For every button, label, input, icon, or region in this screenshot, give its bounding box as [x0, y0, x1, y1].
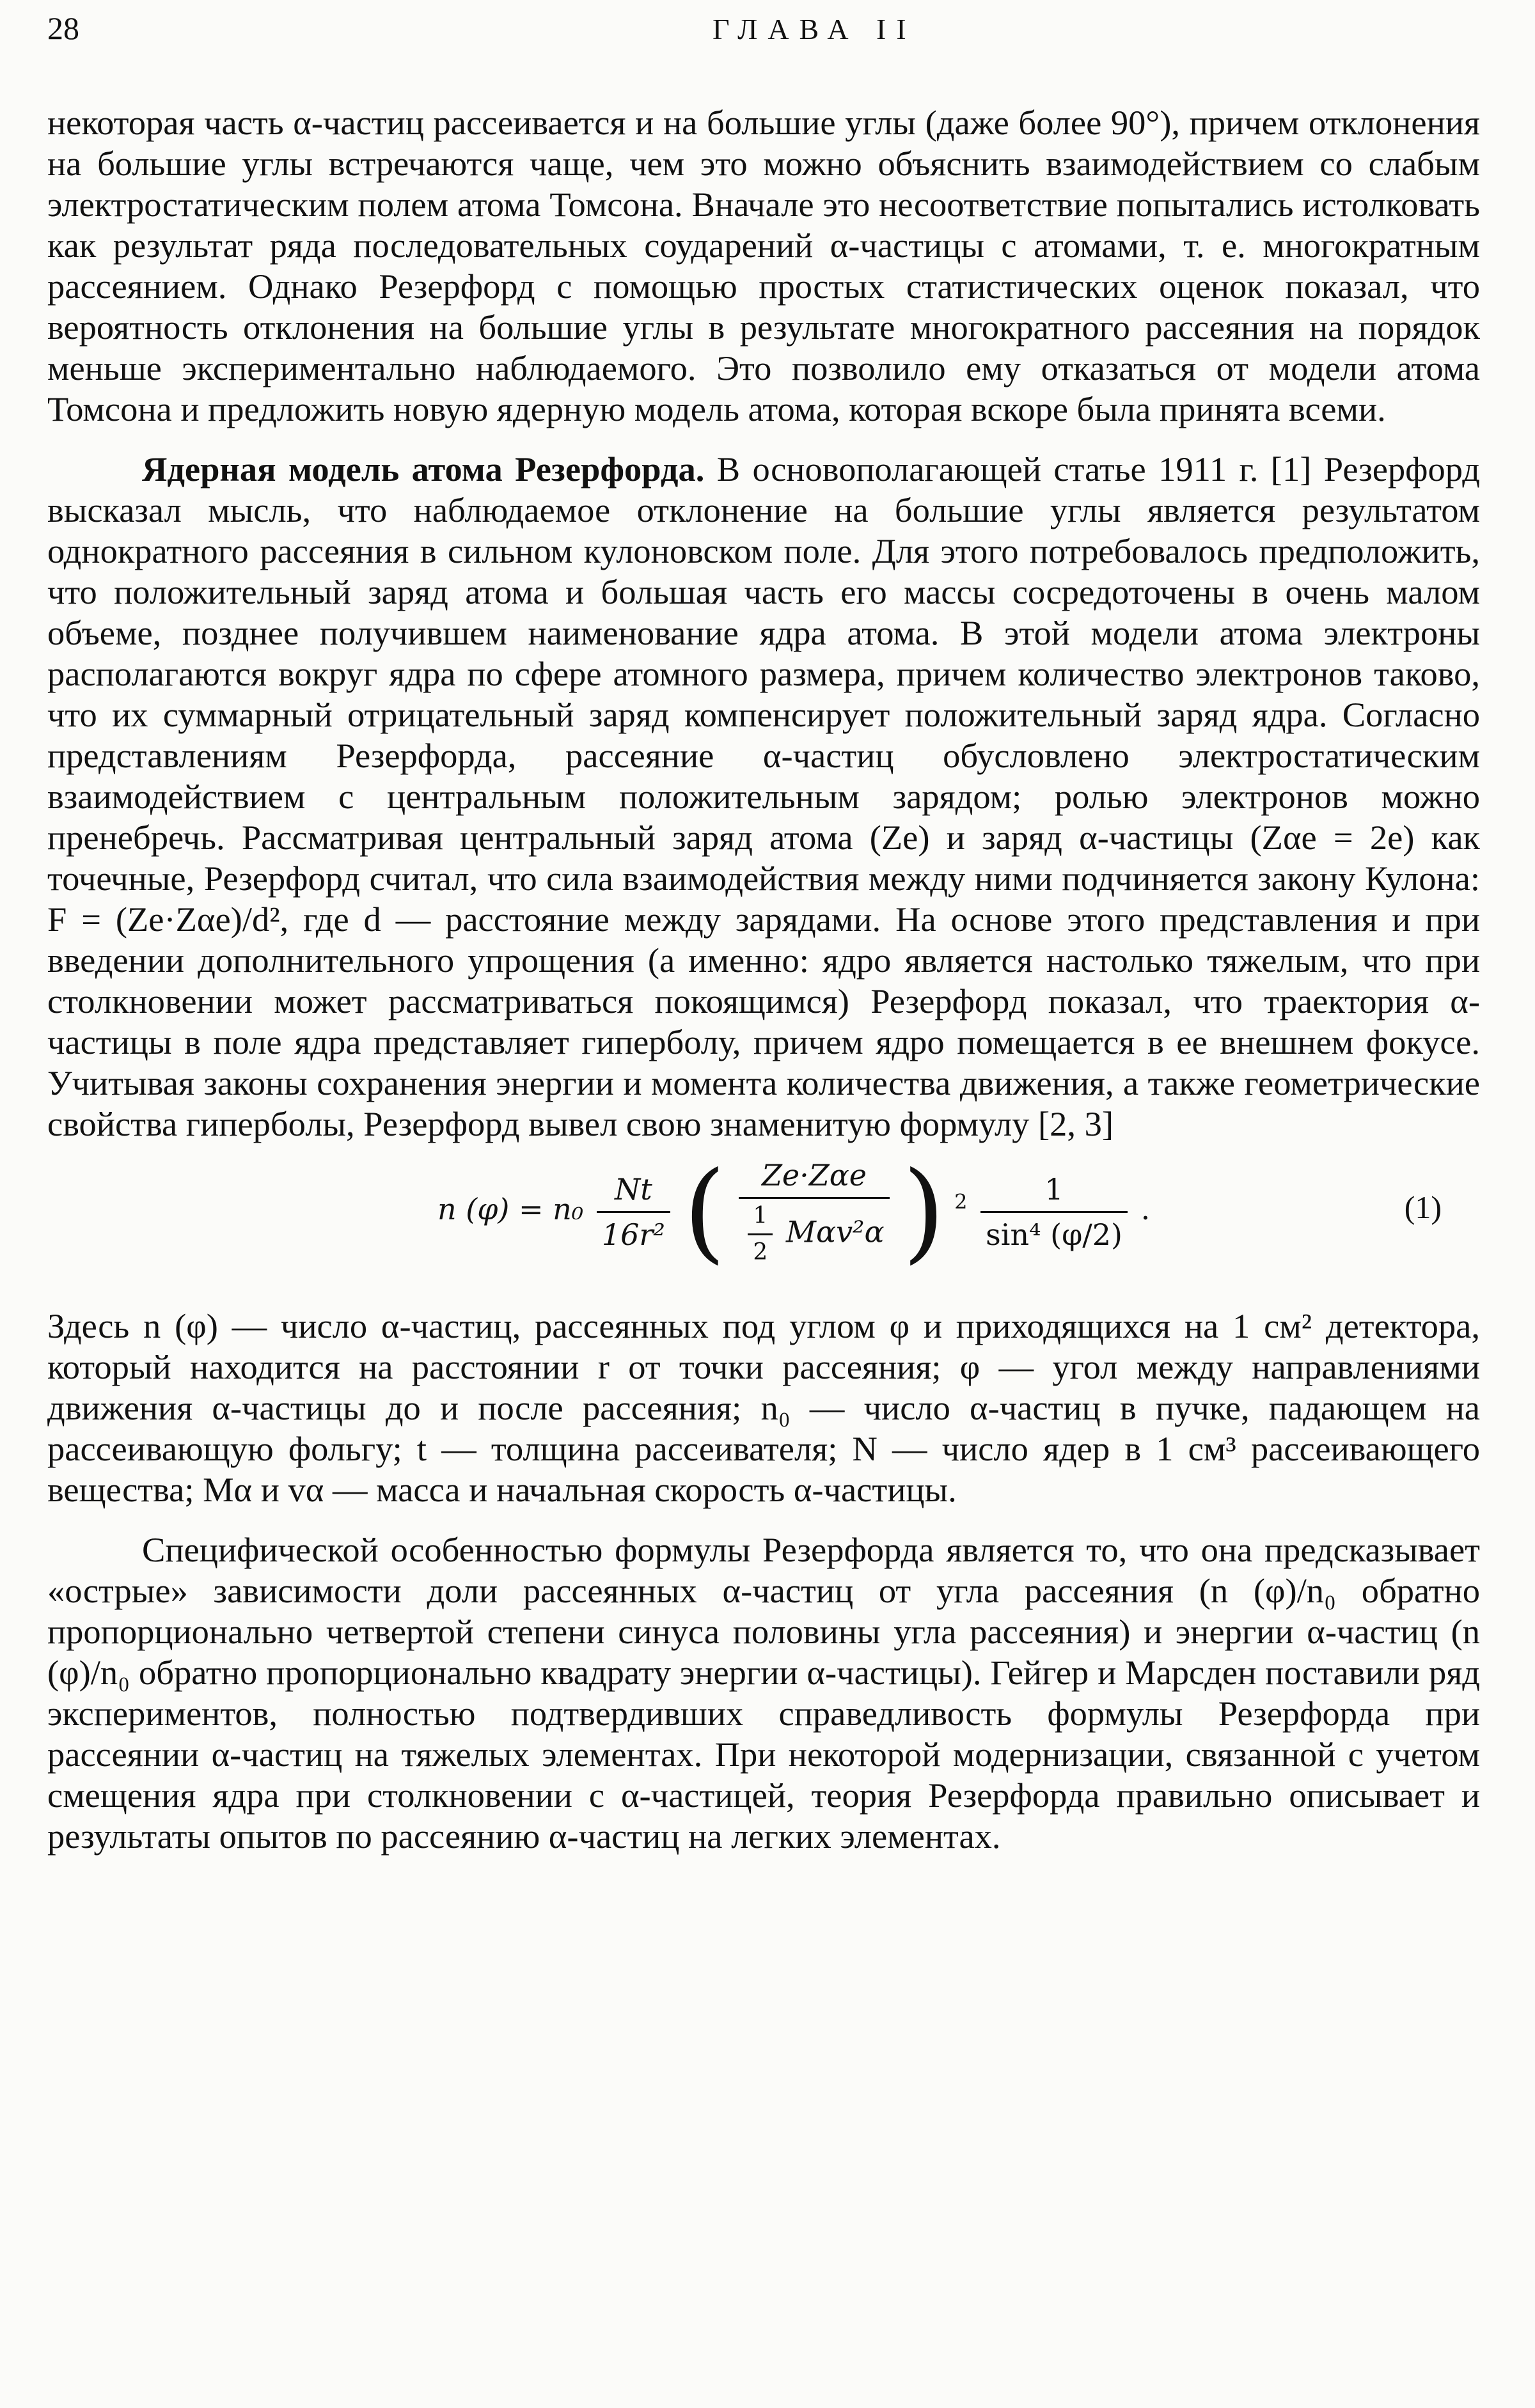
fraction-denominator: sin⁴ (φ/2)	[986, 1217, 1122, 1252]
paragraph-formula-legend: Здесь n (φ) — число α-частиц, рассеянных под углом φ и приходящихся на 1 см² детектора, который находится на расстоянии r от точки рассеяния; φ — угол между направлениями движения α-частицы до и после рассеяния; n₀ — число α-частиц в пучке, падающем на рассеивающую фольгу; t — толщина рассеивателя; N — число ядер в 1 см³ рассеивающего вещества; Mα и vα — масса и начальная скорость α-частицы.	[47, 1306, 1480, 1509]
paragraph-thomson-model: некоторая часть α-частиц рассеивается и на большие углы (даже более 90°), причем отклонения на большие углы встречаются чаще, чем это можно объяснить взаимодействием со слабым электростатическим полем атома Томсона. Вначале это несоответствие попытались истолковать как результат ряда последовательных соударений α-частицы с атомами, т. е. многократным рассеянием. Однако Резерфорд с помощью простых статистических оценок показал, что вероятность отклонения на большие углы в результате многократного рассеяния на порядок меньше экспериментально наблюдаемого. Это позволило ему отказаться от модели атома Томсона и предложить новую ядерную модель атома, которая вскоре была принята всеми.	[47, 103, 1480, 428]
fraction-denominator: 16r²	[601, 1217, 665, 1252]
equation-number: (1)	[1404, 1189, 1442, 1225]
running-head-chapter: ГЛАВА II	[712, 13, 917, 45]
left-parenthesis: (	[683, 1148, 726, 1275]
fraction-one-half	[748, 1201, 773, 1267]
fraction-one-over-sin4	[980, 1170, 1128, 1254]
paragraph-rutherford-model-text: В основополагающей статье 1911 г. [1] Резерфорд высказал мысль, что наблюдаемое отклонение на большие углы является результатом однократного рассеяния в сильном кулоновском поле. Для этого потребовалось предположить, что положительный заряд атома и большая часть его массы сосредоточены в очень малом объеме, позднее получившем наименование ядра атома. В этой модели атома электроны располагаются вокруг ядра по сфере атомного размера, причем количество электронов таково, что их суммарный отрицательный заряд компенсирует положительный заряд ядра. Согласно представлениям Резерфорда, рассеяние α-частиц обусловлено электростатическим взаимодействием с центральным положительным зарядом; ролью электронов можно пренебречь. Рассматривая центральный заряд атома (Ze) и заряд α-частицы (Zαe = 2e) как точечные, Резерфорд считал, что сила взаимодействия между ними подчиняется закону Кулона: F = (Ze·Zαe)/d², где d — расстояние между зарядами. На основе этого представления и при введении дополнительного упрощения (а именно: ядро является настолько тяжелым, что при столкновении может рассматриваться покоящимся) Резерфорд показал, что траектория α-частицы в поле ядра представляет гиперболу, причем ядро помещается в ее внешнем фокусе. Учитывая законы сохранения энергии и момента количества движения, а также геометрические свойства гиперболы, Резерфорд вывел свою знаменитую формулу [2, 3]	[47, 450, 1480, 1143]
square-exponent: 2	[954, 1189, 968, 1214]
formula-period: .	[1140, 1192, 1151, 1226]
formula-expression	[437, 1148, 1151, 1275]
kinetic-energy-term: Mαv²α	[785, 1214, 885, 1249]
fraction-numerator: Ze·Zαe	[739, 1156, 889, 1199]
paragraph-geiger-marsden: Специфической особенностью формулы Резерфорда является то, что она предсказывает «острые» зависимости доли рассеянных α-частиц от угла рассеяния (n (φ)/n₀ обратно пропорционально четвертой степени синуса половины угла рассеяния) и энергии α-частиц (n (φ)/n₀ обратно пропорционально квадрату энергии α-частицы). Гейгер и Марсден поставили ряд экспериментов, полностью подтвердивших справедливость формулы Резерфорда при рассеянии α-частиц на тяжелых элементах. При некоторой модернизации, связанной с учетом смещения ядра при столкновении с α-частицей, теория Резерфорда правильно описывает и результаты опытов по рассеянию α-частиц на легких элементах.	[47, 1530, 1480, 1856]
page-header	[47, 9, 1488, 54]
right-parenthesis: )	[902, 1148, 945, 1275]
rutherford-formula	[47, 1148, 1480, 1297]
fraction-numerator: Nt	[597, 1170, 670, 1213]
paragraph-rutherford-model	[47, 449, 1480, 1145]
fraction-numerator: 1	[980, 1170, 1128, 1213]
fraction-nt-over-16r2	[597, 1170, 670, 1254]
fraction-numerator: 1	[748, 1201, 773, 1235]
fraction-denominator-energy	[739, 1199, 889, 1267]
fraction-charge-over-energy	[739, 1156, 889, 1267]
page-number: 28	[47, 10, 79, 46]
fraction-denominator: 2	[753, 1239, 768, 1265]
section-heading-nuclear-model: Ядерная модель атома Резерфорда.	[142, 450, 705, 489]
body-text	[47, 102, 1480, 1857]
formula-lhs: n (φ) = n₀	[437, 1192, 584, 1226]
